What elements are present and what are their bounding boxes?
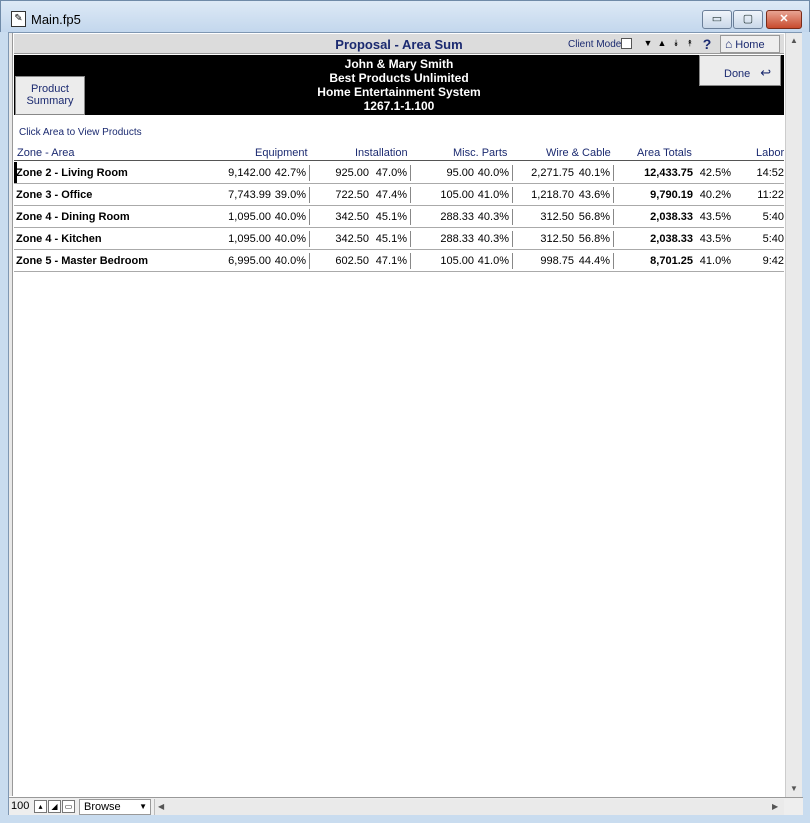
proposal-number: 1267.1-1.100 — [363, 99, 435, 113]
equip-cell: 7,743.99 — [228, 189, 271, 201]
table-row[interactable] — [14, 250, 784, 272]
equip-cell: 6,995.00 — [228, 255, 271, 267]
inst-cell: 342.50 — [335, 233, 369, 245]
total-pct-cell: 43.5% — [699, 211, 731, 223]
total-cell: 2,038.33 — [650, 233, 693, 245]
zone-area-cell[interactable]: Zone 4 - Kitchen — [16, 233, 102, 245]
equip-cell: 9,142.00 — [228, 167, 271, 179]
col-wire: Wire & Cable — [546, 147, 611, 159]
return-icon: ↩ — [760, 65, 772, 80]
column-divider — [410, 253, 411, 269]
done-button[interactable] — [699, 55, 781, 86]
inst-pct-cell: 47.0% — [375, 167, 407, 179]
scroll-down-icon[interactable]: ▼ — [790, 784, 798, 793]
home-icon: ⌂ — [725, 37, 733, 51]
mode-value: Browse — [84, 801, 121, 813]
scroll-left-icon[interactable]: ◀ — [158, 802, 165, 811]
minimize-button[interactable]: ▭ — [702, 10, 732, 29]
last-record-icon[interactable]: ⯯ — [673, 38, 679, 48]
layout-title: Proposal - Area Sum — [335, 37, 463, 52]
column-divider — [512, 231, 513, 247]
column-divider — [512, 253, 513, 269]
inst-cell: 722.50 — [335, 189, 369, 201]
misc-pct-cell: 40.3% — [477, 211, 509, 223]
inst-pct-cell: 45.1% — [375, 233, 407, 245]
maximize-button[interactable]: ▢ — [733, 10, 763, 29]
zoom-in-icon[interactable]: ◢ — [48, 800, 61, 813]
column-divider — [410, 187, 411, 203]
home-button[interactable] — [720, 35, 780, 53]
column-divider — [309, 165, 310, 181]
wire-cell: 998.75 — [540, 255, 574, 267]
col-totals: Area Totals — [637, 147, 692, 159]
table-row[interactable] — [14, 206, 784, 228]
system-name: Home Entertainment System — [317, 85, 481, 99]
horizontal-scrollbar[interactable] — [154, 799, 784, 815]
equip-pct-cell: 40.0% — [274, 233, 306, 245]
app-icon: ✎ — [11, 11, 26, 27]
column-divider — [309, 231, 310, 247]
equip-pct-cell: 40.0% — [274, 255, 306, 267]
misc-cell: 105.00 — [440, 189, 474, 201]
misc-cell: 288.33 — [440, 233, 474, 245]
labor-cell: 14:52 — [756, 167, 784, 179]
equip-pct-cell: 39.0% — [274, 189, 306, 201]
total-pct-cell: 41.0% — [699, 255, 731, 267]
misc-pct-cell: 40.0% — [477, 167, 509, 179]
labor-cell: 9:42 — [762, 255, 784, 267]
total-cell: 9,790.19 — [650, 189, 693, 201]
wire-cell: 2,271.75 — [531, 167, 574, 179]
wire-cell: 312.50 — [540, 211, 574, 223]
home-label: Home — [735, 39, 765, 51]
total-cell: 12,433.75 — [644, 167, 693, 179]
first-record-icon[interactable]: ⯭ — [687, 38, 693, 48]
col-zone: Zone - Area — [17, 147, 75, 159]
column-divider — [309, 187, 310, 203]
wire-pct-cell: 40.1% — [578, 167, 610, 179]
equip-pct-cell: 42.7% — [274, 167, 306, 179]
product-summary-button[interactable]: Product Summary — [15, 76, 85, 115]
total-pct-cell: 43.5% — [699, 233, 731, 245]
column-divider — [613, 165, 614, 181]
column-divider — [309, 253, 310, 269]
column-divider — [613, 231, 614, 247]
equip-cell: 1,095.00 — [228, 211, 271, 223]
inst-pct-cell: 47.1% — [375, 255, 407, 267]
vertical-scrollbar[interactable] — [785, 33, 802, 798]
labor-cell: 5:40 — [762, 211, 784, 223]
misc-cell: 95.00 — [446, 167, 474, 179]
wire-pct-cell: 43.6% — [578, 189, 610, 201]
column-divider — [613, 187, 614, 203]
client-mode-checkbox[interactable] — [621, 38, 632, 49]
done-label: Done — [724, 68, 751, 80]
zone-area-cell[interactable]: Zone 5 - Master Bedroom — [16, 255, 149, 267]
column-divider — [613, 253, 614, 269]
table-row[interactable] — [14, 162, 784, 184]
misc-pct-cell: 41.0% — [477, 189, 509, 201]
wire-cell: 1,218.70 — [531, 189, 574, 201]
column-divider — [410, 209, 411, 225]
zone-area-cell[interactable]: Zone 3 - Office — [16, 189, 93, 201]
col-equipment: Equipment — [255, 147, 308, 159]
column-divider — [410, 165, 411, 181]
table-row[interactable] — [14, 228, 784, 250]
column-divider — [309, 209, 310, 225]
column-divider — [512, 209, 513, 225]
next-record-icon[interactable]: ▼ — [643, 38, 653, 48]
zoom-out-icon[interactable]: ▴ — [34, 800, 47, 813]
inst-cell: 925.00 — [335, 167, 369, 179]
equip-pct-cell: 40.0% — [274, 211, 306, 223]
inst-cell: 342.50 — [335, 211, 369, 223]
header-divider — [14, 160, 784, 161]
chevron-down-icon: ▼ — [139, 802, 147, 811]
equip-cell: 1,095.00 — [228, 233, 271, 245]
prev-record-icon[interactable]: ▲ — [657, 38, 667, 48]
column-divider — [512, 165, 513, 181]
client-mode-label: Client Mode — [568, 39, 622, 50]
total-cell: 8,701.25 — [650, 255, 693, 267]
status-area-toggle-icon[interactable]: ▭ — [62, 800, 75, 813]
labor-cell: 5:40 — [762, 233, 784, 245]
labor-cell: 11:22 — [757, 189, 784, 201]
inst-pct-cell: 47.4% — [375, 189, 407, 201]
zone-area-cell[interactable]: Zone 4 - Dining Room — [16, 211, 130, 223]
total-pct-cell: 42.5% — [699, 167, 731, 179]
status-area-trim — [9, 33, 13, 796]
mode-select[interactable] — [79, 799, 151, 815]
col-misc: Misc. Parts — [453, 147, 508, 159]
zoom-level[interactable]: 100 — [11, 800, 30, 812]
col-labor: Labor — [756, 147, 785, 159]
status-bar — [9, 797, 803, 815]
document-area — [8, 32, 802, 815]
scroll-up-icon[interactable]: ▲ — [790, 36, 798, 45]
table-row[interactable] — [14, 184, 784, 206]
column-divider — [613, 209, 614, 225]
misc-cell: 288.33 — [440, 211, 474, 223]
total-pct-cell: 40.2% — [699, 189, 731, 201]
wire-pct-cell: 44.4% — [578, 255, 610, 267]
misc-cell: 105.00 — [440, 255, 474, 267]
window-title: Main.fp5 — [31, 12, 81, 27]
wire-pct-cell: 56.8% — [578, 233, 610, 245]
column-divider — [410, 231, 411, 247]
wire-cell: 312.50 — [540, 233, 574, 245]
title-bar — [0, 0, 810, 32]
total-cell: 2,038.33 — [650, 211, 693, 223]
close-button[interactable]: ✕ — [766, 10, 802, 29]
wire-pct-cell: 56.8% — [578, 211, 610, 223]
inst-cell: 602.50 — [335, 255, 369, 267]
scroll-right-icon[interactable]: ▶ — [772, 802, 779, 811]
column-divider — [512, 187, 513, 203]
proposal-banner — [14, 55, 784, 115]
help-icon[interactable]: ? — [702, 36, 712, 52]
zone-area-cell[interactable]: Zone 2 - Living Room — [16, 167, 128, 179]
col-installation: Installation — [355, 147, 408, 159]
header-bar — [14, 34, 784, 54]
misc-pct-cell: 40.3% — [477, 233, 509, 245]
hint-text: Click Area to View Products — [19, 127, 142, 138]
company-name: Best Products Unlimited — [329, 71, 469, 85]
inst-pct-cell: 45.1% — [375, 211, 407, 223]
misc-pct-cell: 41.0% — [477, 255, 509, 267]
client-name: John & Mary Smith — [344, 57, 454, 71]
